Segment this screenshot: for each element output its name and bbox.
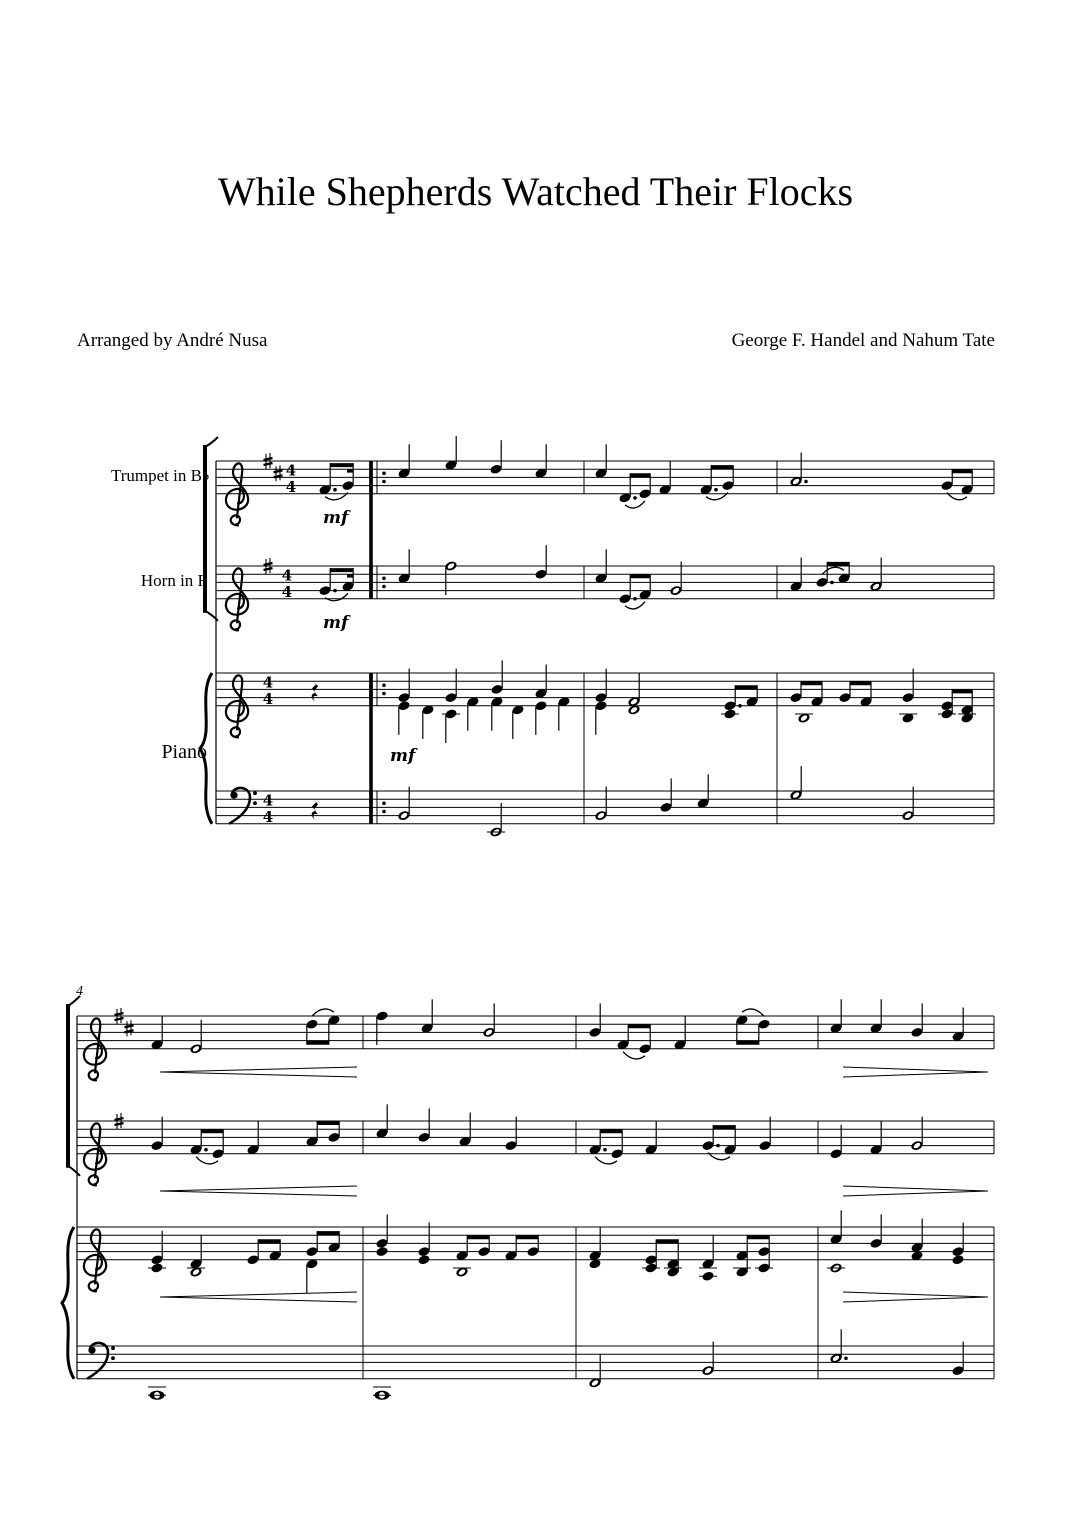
beam: [711, 465, 733, 469]
time-signature-bottom: 4: [281, 582, 293, 601]
beam: [952, 689, 972, 693]
beam: [330, 463, 353, 467]
beam: [467, 1235, 489, 1239]
horn-staff: [77, 1121, 994, 1154]
augmentation-dot: [382, 684, 386, 688]
piano-treble-staff: [216, 673, 994, 706]
augmentation-dot: [633, 496, 637, 500]
beam: [317, 1121, 339, 1125]
slur: [742, 1009, 764, 1016]
beam: [735, 685, 757, 689]
beam: [600, 1129, 622, 1133]
beam: [628, 1024, 650, 1028]
bracket-hook: [68, 1166, 80, 1176]
bracket-hook: [205, 437, 218, 447]
slur: [822, 567, 844, 574]
sharp-icon: [274, 465, 283, 481]
augmentation-dot: [804, 480, 808, 484]
note: [375, 1246, 388, 1257]
piano-bass-staff: [77, 1346, 994, 1379]
augmentation-dot: [382, 585, 386, 589]
beam: [258, 1239, 280, 1243]
time-signature-top: 4: [281, 566, 293, 585]
augmentation-dot: [382, 802, 386, 806]
crescendo-hairpin: [160, 1297, 357, 1302]
decrescendo-hairpin: [843, 1191, 988, 1196]
augmentation-dot: [382, 810, 386, 814]
time-signature-top: 4: [285, 461, 297, 480]
trumpet-staff: [77, 1016, 994, 1049]
augmentation-dot: [382, 480, 386, 484]
slur: [625, 602, 645, 609]
piano-bass-staff: [216, 791, 994, 824]
augmentation-dot: [333, 488, 337, 492]
augmentation-dot: [333, 589, 337, 593]
beam: [317, 1231, 339, 1235]
treble-clef: [226, 675, 248, 737]
treble-clef: [226, 463, 248, 525]
treble-clef: [226, 568, 248, 630]
time-signature-bottom: 4: [262, 807, 274, 826]
instrument-label-piano: Piano: [161, 741, 207, 763]
note: [417, 1254, 430, 1265]
slur: [312, 1009, 334, 1016]
dynamic-mf: mf: [323, 508, 349, 528]
time-signature-top: 4: [262, 673, 274, 692]
beam: [630, 574, 650, 578]
beam: [330, 568, 353, 572]
beam: [307, 1041, 329, 1045]
crescendo-hairpin: [160, 1292, 357, 1297]
augmentation-dot: [844, 1357, 848, 1361]
note: [951, 1254, 964, 1265]
bass-clef: [230, 788, 257, 823]
crescendo-hairpin: [160, 1186, 357, 1191]
slur: [325, 594, 348, 601]
augmentation-dot: [382, 472, 386, 476]
slur: [625, 501, 645, 508]
score-title: While Shepherds Watched Their Flocks: [217, 169, 854, 214]
augmentation-dot: [382, 577, 386, 581]
bass-clef: [88, 1343, 115, 1378]
instrument-label-horn: Horn in F: [140, 571, 207, 590]
crescendo-hairpin: [160, 1191, 357, 1196]
decrescendo-hairpin: [843, 1072, 988, 1077]
augmentation-dot: [738, 704, 742, 708]
augmentation-dot: [633, 597, 637, 601]
slur: [623, 1052, 645, 1059]
arranger-credit: Arranged by André Nusa: [77, 330, 268, 351]
treble-clef: [84, 1123, 106, 1185]
sharp-icon: [125, 1020, 134, 1036]
beam: [952, 469, 972, 473]
quarter-rest: [312, 680, 318, 701]
slur: [196, 1157, 218, 1164]
dynamic-mf: mf: [323, 613, 349, 633]
treble-clef: [84, 1018, 106, 1080]
slur: [595, 1157, 617, 1164]
composer-credit: George F. Handel and Nahum Tate: [731, 330, 995, 351]
decrescendo-hairpin: [843, 1292, 988, 1297]
augmentation-dot: [716, 1144, 720, 1148]
treble-clef: [84, 1229, 106, 1291]
decrescendo-hairpin: [843, 1067, 988, 1072]
beam: [713, 1125, 735, 1129]
quarter-rest: [312, 798, 318, 819]
time-signature-top: 4: [262, 791, 274, 810]
decrescendo-hairpin: [843, 1186, 988, 1191]
augmentation-dot: [830, 581, 834, 585]
decrescendo-hairpin: [843, 1297, 988, 1302]
beam: [201, 1129, 223, 1133]
measure-number: 4: [76, 984, 83, 999]
augmentation-dot: [714, 488, 718, 492]
augmentation-dot: [382, 692, 386, 696]
instrument-label-trumpet: Trumpet in B♭: [110, 466, 210, 485]
augmentation-dot: [603, 1148, 607, 1152]
beam: [656, 1239, 678, 1243]
augmentation-dot: [204, 1148, 208, 1152]
time-signature-bottom: 4: [285, 477, 297, 496]
beam: [850, 681, 871, 685]
dynamic-mf: mf: [390, 746, 416, 766]
beam: [827, 562, 849, 566]
beam: [516, 1235, 538, 1239]
beam: [737, 1041, 759, 1045]
piano-brace: [200, 673, 212, 824]
piano-treble-staff: [77, 1227, 994, 1260]
beam: [801, 681, 822, 685]
crescendo-hairpin: [160, 1072, 357, 1077]
crescendo-hairpin: [160, 1067, 357, 1072]
time-signature-bottom: 4: [262, 689, 274, 708]
beam: [630, 473, 650, 477]
piano-brace: [62, 1227, 74, 1379]
beam: [747, 1235, 769, 1239]
